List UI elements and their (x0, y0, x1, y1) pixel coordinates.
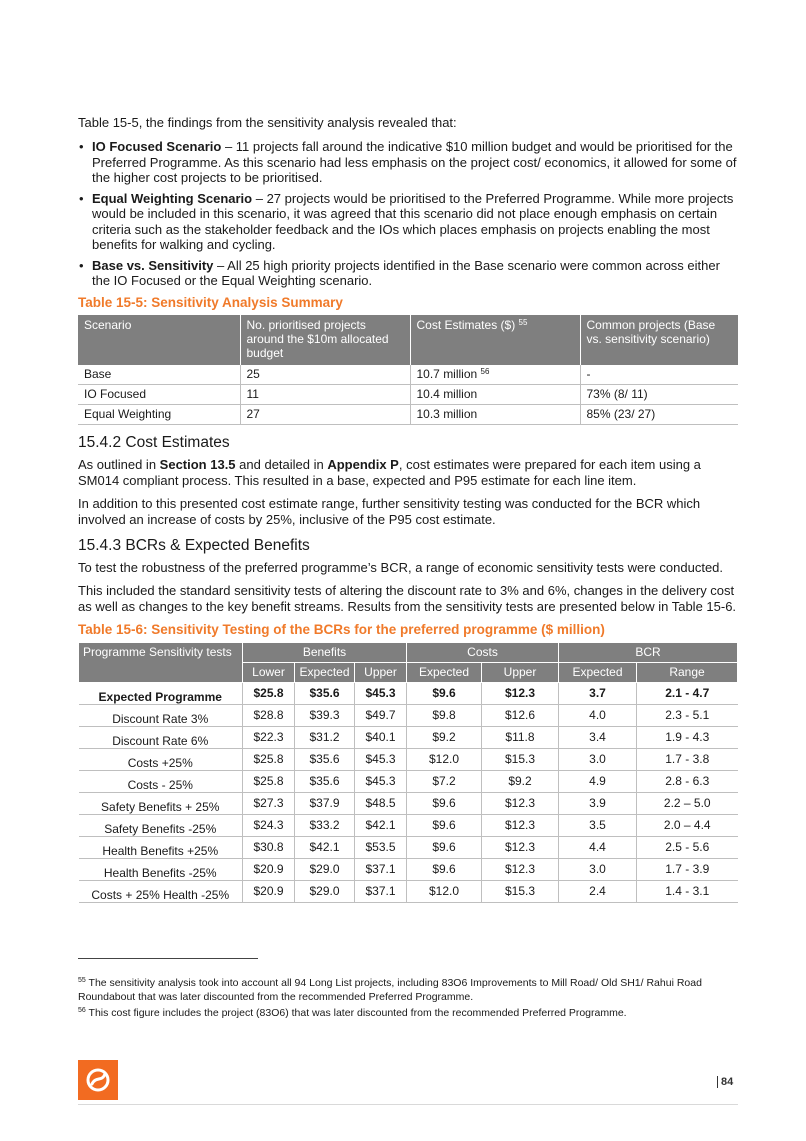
table-cell: 3.7 (559, 682, 637, 704)
table-cell: $12.3 (482, 682, 559, 704)
bcr-sensitivity-table (78, 642, 738, 903)
table-cell: $9.6 (407, 858, 482, 880)
table-cell: $9.6 (407, 792, 482, 814)
scenario-cell: Health Benefits -25% (79, 858, 243, 880)
scenario-cell: Discount Rate 3% (79, 704, 243, 726)
section-heading: 15.4.2 Cost Estimates (78, 433, 230, 451)
findings-list (78, 139, 738, 289)
table-cell: 3.0 (559, 748, 637, 770)
table-cell: $15.3 (482, 748, 559, 770)
bullet-text: – 11 projects fall around the indicative $10 million budget and would be prioritised for the Preferred Programme. As this scenario had less emphasis on the project cost/ economics, it allowed for some of the higher cost projects to be prioritised. (92, 139, 737, 185)
column-header: No. prioritised projects around the $10m allocated budget (240, 315, 410, 365)
table-cell: 3.5 (559, 814, 637, 836)
table-cell: 2.3 - 5.1 (637, 704, 738, 726)
table-cell: $30.8 (243, 836, 295, 858)
scenario-cell: Safety Benefits + 25% (79, 792, 243, 814)
intro-paragraph: Table 15-5, the findings from the sensitivity analysis revealed that: (78, 115, 457, 130)
paragraph: This included the standard sensitivity tests of altering the discount rate to 3% and 6%, changes in the delivery cost as well as changes to the key benefit streams. Results from the sensitivity tests are presented below in Table 15-6. (78, 582, 737, 614)
table-cell: 2.1 - 4.7 (637, 682, 738, 704)
table-cell: $20.9 (243, 858, 295, 880)
footnote-number: 56 (78, 1007, 86, 1014)
bullet-icon: • (79, 257, 84, 273)
footnote-ref: 55 (518, 317, 528, 327)
table-cell: $7.2 (407, 770, 482, 792)
table-caption: Table 15-6: Sensitivity Testing of the BCRs for the preferred programme ($ million) (78, 621, 605, 637)
table-cell: $24.3 (243, 814, 295, 836)
bullet-title: Equal Weighting Scenario (92, 190, 253, 206)
table-cell: 2.5 - 5.6 (637, 836, 738, 858)
table-cell: 2.0 – 4.4 (637, 814, 738, 836)
table-cell: $27.3 (243, 792, 295, 814)
table-cell: $12.3 (482, 858, 559, 880)
swirl-logo-icon (78, 1060, 118, 1100)
table-cell: $12.3 (482, 836, 559, 858)
sensitivity-summary-table (78, 315, 738, 425)
table-cell: 1.9 - 4.3 (637, 726, 738, 748)
footnote (78, 976, 733, 1004)
table-row (78, 404, 738, 424)
table-row (79, 858, 738, 880)
table-cell: $37.1 (355, 880, 407, 902)
table-cell: 85% (23/ 27) (580, 404, 738, 424)
column-header-label: Cost Estimates ($) (416, 317, 516, 332)
paragraph: As outlined in Section 13.5 and detailed in Appendix P, cost estimates were prepared for each item using a SM014 compliant process. This resulted in a base, expected and P95 estimate for each line item. (78, 456, 701, 488)
table-row (79, 682, 738, 704)
table-cell: $29.0 (295, 880, 355, 902)
table-cell: $25.8 (243, 748, 295, 770)
table-cell: 73% (8/ 11) (580, 384, 738, 404)
table-cell: 3.9 (559, 792, 637, 814)
table-cell: $48.5 (355, 792, 407, 814)
table-cell: $12.3 (482, 792, 559, 814)
appendix-reference: Appendix P (327, 456, 399, 472)
table-row (79, 704, 738, 726)
table-cell: 11 (240, 384, 410, 404)
section-heading: 15.4.3 BCRs & Expected Benefits (78, 536, 310, 554)
table-row (78, 365, 738, 385)
table-cell: $9.2 (482, 770, 559, 792)
table-cell: $49.7 (355, 704, 407, 726)
column-header: Range (637, 662, 738, 682)
table-cell: 2.8 - 6.3 (637, 770, 738, 792)
table-cell: $40.1 (355, 726, 407, 748)
column-header: Upper (482, 662, 559, 682)
column-header: Expected (559, 662, 637, 682)
footer-divider (78, 1104, 738, 1105)
table-cell: 1.7 - 3.9 (637, 858, 738, 880)
table-cell: $9.2 (407, 726, 482, 748)
table-row (78, 384, 738, 404)
column-header (410, 315, 580, 365)
table-row (79, 748, 738, 770)
table-cell: 4.0 (559, 704, 637, 726)
footnote-text: This cost figure includes the project (83O6) that was later discounted from the recommended Preferred Programme. (85, 1007, 627, 1019)
table-cell: - (580, 365, 738, 385)
table-cell: $53.5 (355, 836, 407, 858)
table-cell: $20.9 (243, 880, 295, 902)
table-cell: $12.6 (482, 704, 559, 726)
scenario-cell: Expected Programme (79, 682, 243, 704)
table-cell: $9.8 (407, 704, 482, 726)
table-header-row (79, 642, 738, 662)
document-page (78, 115, 738, 903)
table-cell: IO Focused (78, 384, 240, 404)
table-cell: $22.3 (243, 726, 295, 748)
scenario-cell: Costs - 25% (79, 770, 243, 792)
column-header: Programme Sensitivity tests (79, 642, 243, 682)
table-cell: 1.7 - 3.8 (637, 748, 738, 770)
table-cell: $39.3 (295, 704, 355, 726)
table-cell: $45.3 (355, 748, 407, 770)
cell-value: 10.7 million (416, 366, 478, 381)
table-cell: $45.3 (355, 770, 407, 792)
bullet-text: – All 25 high priority projects identified in the Base scenario were common across either the IO Focused or the Equal Weighting scenario. (92, 257, 720, 288)
table-cell: $31.2 (295, 726, 355, 748)
table-cell: $28.8 (243, 704, 295, 726)
table-cell: Base (78, 365, 240, 385)
table-cell: Equal Weighting (78, 404, 240, 424)
table-cell: $33.2 (295, 814, 355, 836)
paragraph: To test the robustness of the preferred programme’s BCR, a range of economic sensitivity tests were conducted. (78, 559, 724, 575)
table-cell: $37.1 (355, 858, 407, 880)
table-row (79, 770, 738, 792)
table-caption: Table 15-5: Sensitivity Analysis Summary (78, 294, 343, 310)
paragraph: In addition to this presented cost estimate range, further sensitivity testing was conducted for the BCR which involved an increase of costs by 25%, inclusive of the P95 cost estimate. (78, 495, 701, 527)
page-number: 84 (717, 1076, 733, 1088)
bullet-title: Base vs. Sensitivity (92, 257, 214, 273)
bullet-title: IO Focused Scenario (92, 139, 222, 154)
footnotes (78, 976, 733, 1022)
column-header: Scenario (78, 315, 240, 365)
footnote-text: The sensitivity analysis took into account all 94 Long List projects, including 83O6 Improvements to Mill Road/ Old SH1/ Rahui Road Roundabout that was later discounted from the recommended Preferred Programme. (78, 977, 702, 1003)
table-cell: $42.1 (355, 814, 407, 836)
table-cell: $37.9 (295, 792, 355, 814)
table-cell: 4.4 (559, 836, 637, 858)
column-group-header: BCR (559, 642, 738, 662)
footnote-divider (78, 958, 258, 959)
table-cell: 3.4 (559, 726, 637, 748)
table-cell: 2.4 (559, 880, 637, 902)
table-body (79, 682, 738, 902)
table-header-row (78, 315, 738, 365)
scenario-cell: Costs + 25% Health -25% (79, 880, 243, 902)
table-row (79, 726, 738, 748)
table-cell: 10.3 million (410, 404, 580, 424)
table-cell: 10.4 million (410, 384, 580, 404)
table-cell: $9.6 (407, 836, 482, 858)
table-cell: 3.0 (559, 858, 637, 880)
bullet-text: – 27 projects would be prioritised to the Preferred Programme. While more projects would be included in this scenario, it was agreed that this scenario did not place enough emphasis on certain criteria such as the stakeholder feedback and the IOs which places emphasis on projects enabling the most benefits for walking and cycling. (92, 190, 734, 252)
scenario-cell: Safety Benefits -25% (79, 814, 243, 836)
table-cell: $12.3 (482, 814, 559, 836)
table-row (79, 880, 738, 902)
footnote-number: 55 (78, 977, 86, 984)
table-cell: $35.6 (295, 770, 355, 792)
table-row (79, 792, 738, 814)
table-cell: 27 (240, 404, 410, 424)
table-cell: $25.8 (243, 682, 295, 704)
column-header: Expected (407, 662, 482, 682)
table-cell: $35.6 (295, 748, 355, 770)
scenario-cell: Costs +25% (79, 748, 243, 770)
bullet-icon: • (79, 139, 84, 154)
list-item (78, 139, 738, 186)
table-cell: 1.4 - 3.1 (637, 880, 738, 902)
table-cell: $42.1 (295, 836, 355, 858)
table-row (79, 814, 738, 836)
footnote (78, 1006, 733, 1020)
list-item (78, 191, 738, 253)
footnote-ref: 56 (480, 366, 490, 376)
table-row (79, 836, 738, 858)
section-reference: Section 13.5 (159, 456, 236, 472)
table-cell: $9.6 (407, 682, 482, 704)
scenario-cell: Discount Rate 6% (79, 726, 243, 748)
table-cell: 25 (240, 365, 410, 385)
table-cell: $29.0 (295, 858, 355, 880)
table-cell: 2.2 – 5.0 (637, 792, 738, 814)
table-cell: $9.6 (407, 814, 482, 836)
table-cell (410, 365, 580, 385)
table-cell: 4.9 (559, 770, 637, 792)
column-header: Upper (355, 662, 407, 682)
scenario-cell: Health Benefits +25% (79, 836, 243, 858)
table-cell: $25.8 (243, 770, 295, 792)
list-item (78, 258, 738, 289)
column-header: Lower (243, 662, 295, 682)
bullet-icon: • (79, 190, 84, 206)
table-cell: $12.0 (407, 880, 482, 902)
column-group-header: Benefits (243, 642, 407, 662)
table-cell: $35.6 (295, 682, 355, 704)
table-cell: $45.3 (355, 682, 407, 704)
column-header: Expected (295, 662, 355, 682)
table-cell: $12.0 (407, 748, 482, 770)
table-cell: $15.3 (482, 880, 559, 902)
column-group-header: Costs (407, 642, 559, 662)
column-header: Common projects (Base vs. sensitivity scenario) (580, 315, 738, 365)
table-cell: $11.8 (482, 726, 559, 748)
